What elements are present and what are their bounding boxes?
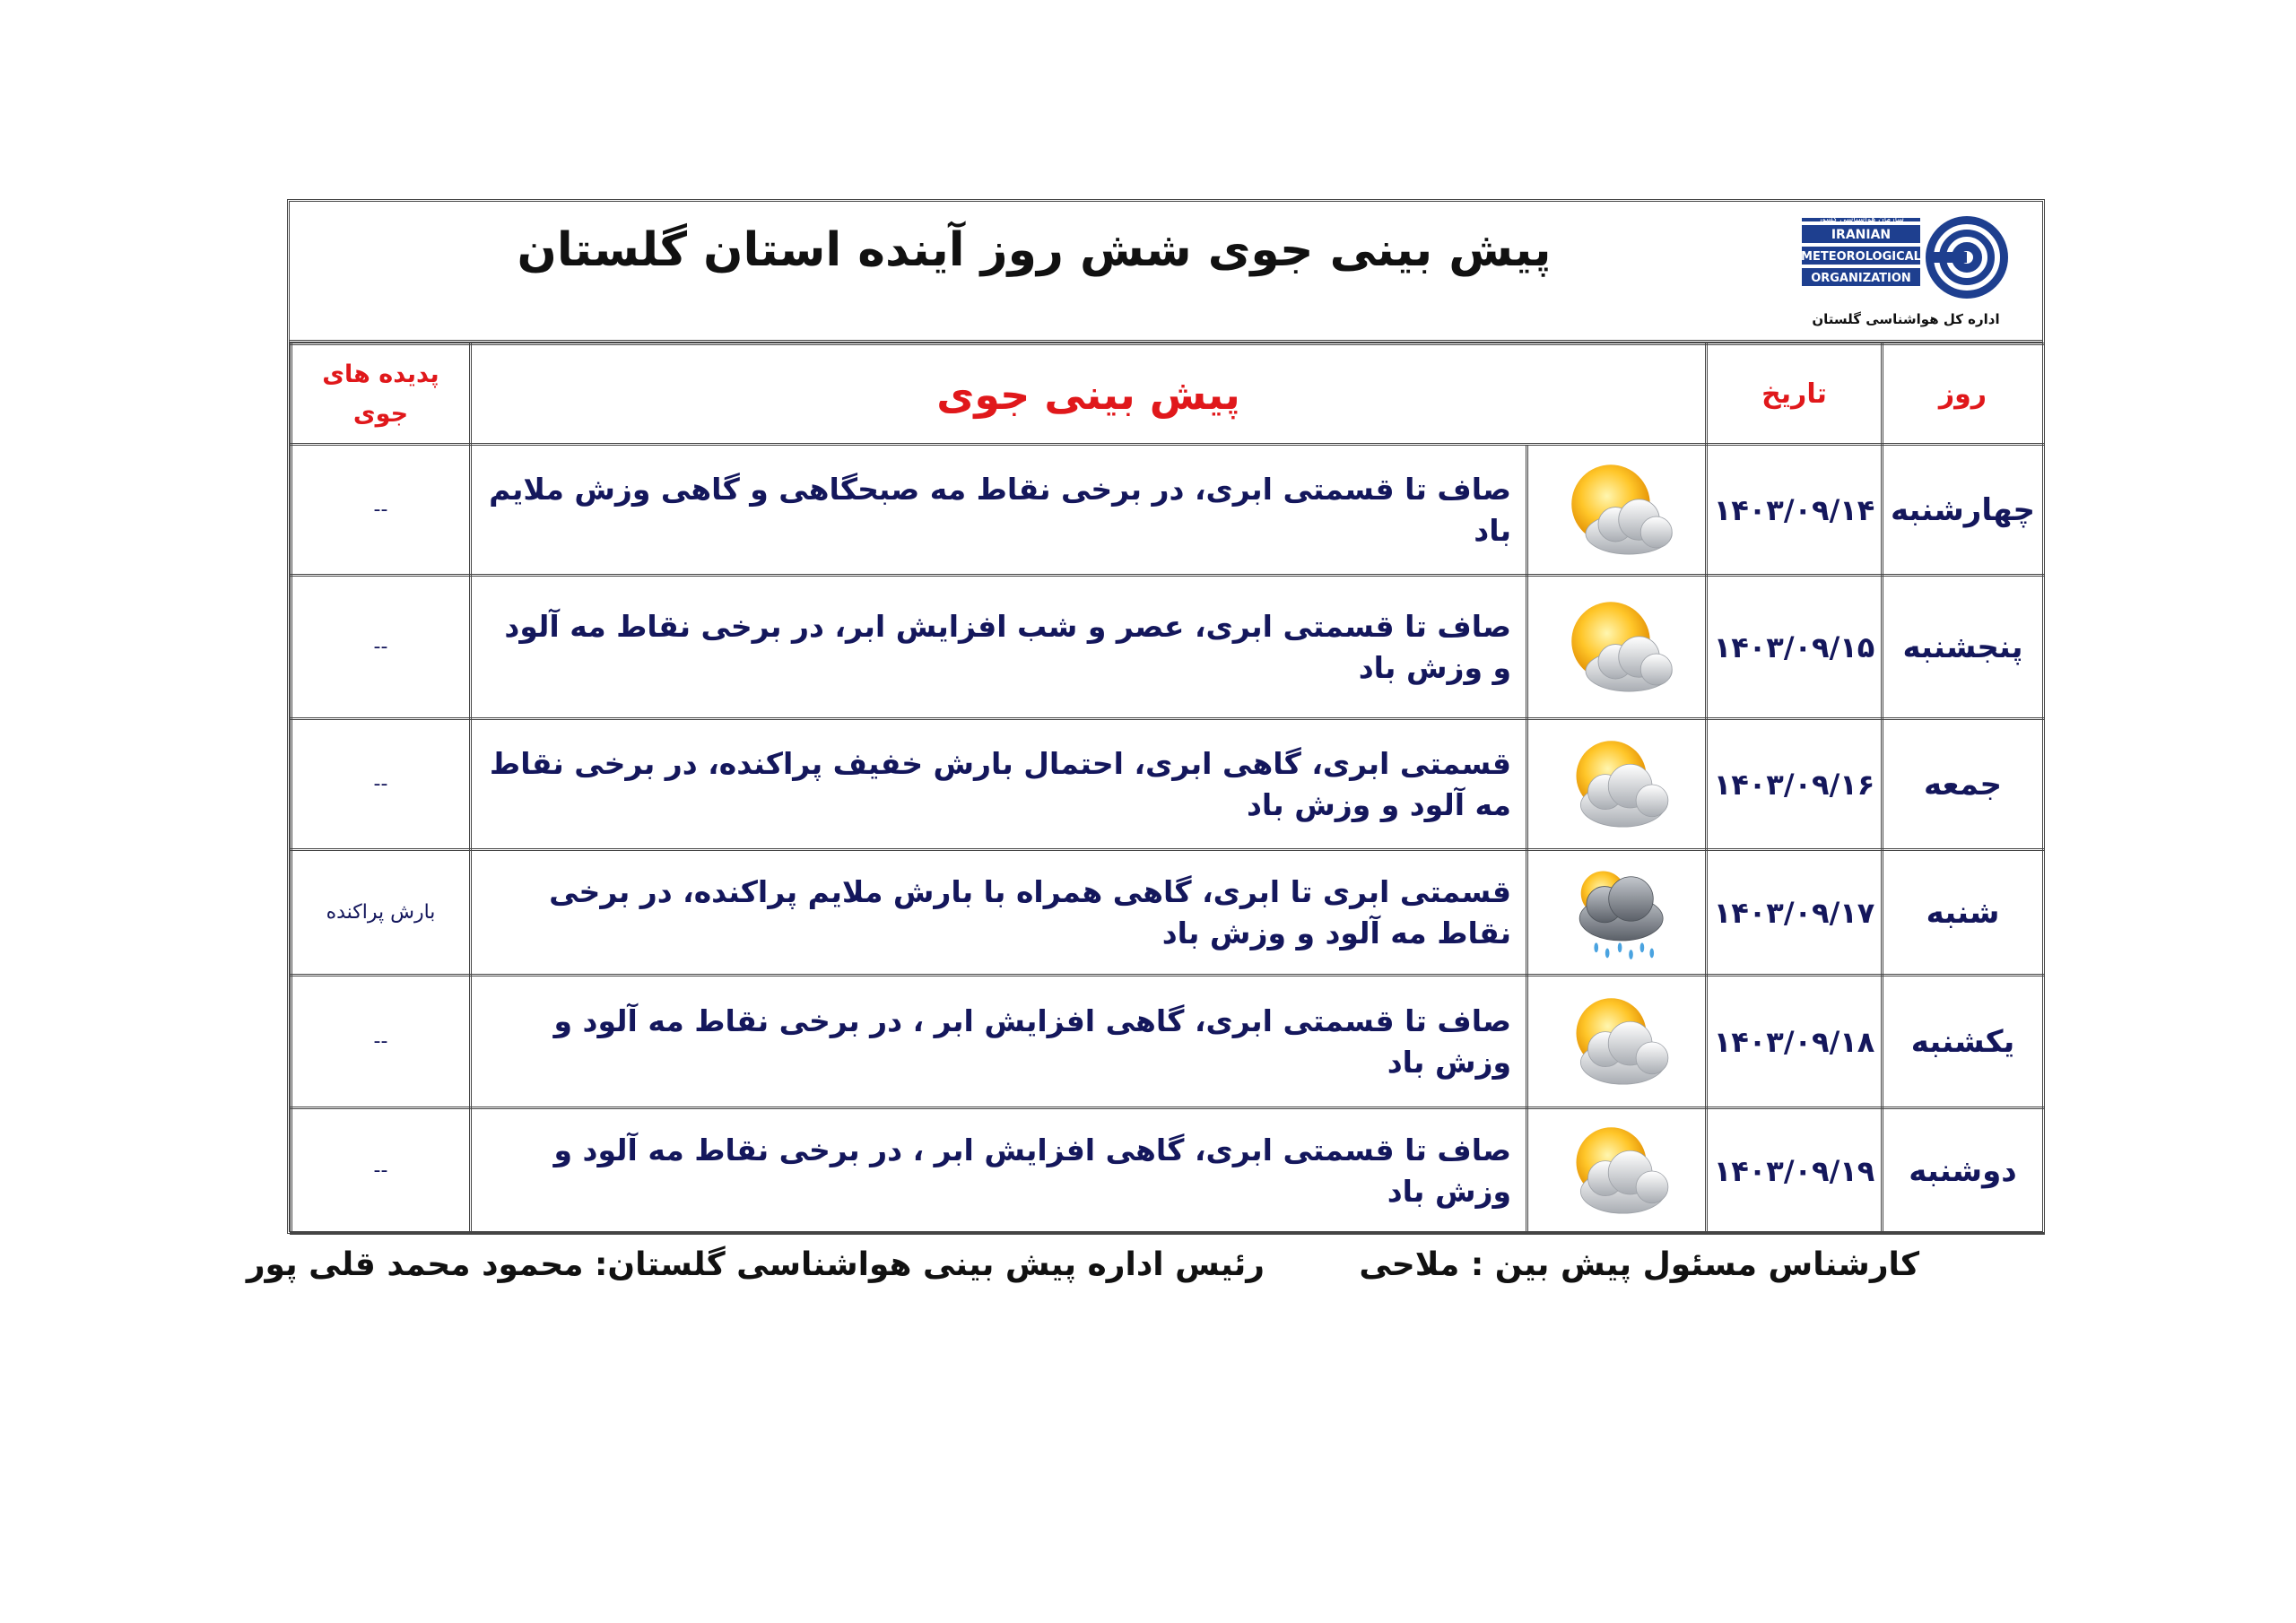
phenomena-cell: -- [291,445,471,576]
day-cell: یکشنبه [1883,976,2044,1108]
meteorological-organization-logo-icon [1798,211,2013,308]
logo-line-iranian: IRANIAN [1831,228,1892,242]
forecast-cell: صاف تا قسمتی ابری، گاهی افزایش ابر ، در برخی نقاط مه آلود و وزش باد [471,1108,1527,1234]
header-phenomena-line2: جوی [352,399,409,428]
weather-icon-cell [1527,1108,1707,1234]
table-header-row [291,344,2044,445]
forecast-cell: قسمتی ابری تا ابری، گاهی همراه با بارش ملایم پراکنده، در برخی نقاط مه آلود و وزش باد [471,850,1527,976]
weather-icon-cell [1527,976,1707,1108]
forecast-sheet [287,199,2045,1234]
forecast-cell: صاف تا قسمتی ابری، در برخی نقاط مه صبحگاهی و گاهی وزش ملایم باد [471,445,1527,576]
day-cell: دوشنبه [1883,1108,2044,1234]
date-cell: ۱۴۰۳/۰۹/۱۸ [1707,976,1883,1108]
partly-cloudy-sun-icon [1554,454,1680,567]
logo-line-meteorological: METEOROLOGICAL [1801,250,1921,264]
phenomena-cell: -- [291,1108,471,1234]
header-phenomena-line1: پدیده های [322,360,439,388]
logo-line-organization: ORGANIZATION [1811,272,1911,285]
logo-persian-org-text: سازمان هواشناسی کشور [1818,215,1904,224]
header-forecast: پیش بینی جوی [471,344,1707,445]
table-row [291,850,2044,976]
forecast-cell: قسمتی ابری، گاهی ابری، احتمال بارش خفیف پراکنده، در برخی نقاط مه آلود و وزش باد [471,719,1527,850]
table-row [291,976,2044,1108]
date-cell: ۱۴۰۳/۰۹/۱۵ [1707,576,1883,719]
phenomena-cell: بارش پراکنده [291,850,471,976]
date-cell: ۱۴۰۳/۰۹/۱۴ [1707,445,1883,576]
weather-icon-cell [1527,719,1707,850]
weather-icon-cell [1527,850,1707,976]
day-cell: جمعه [1883,719,2044,850]
forecast-table [290,343,2045,1235]
forecast-cell: صاف تا قسمتی ابری، گاهی افزایش ابر ، در برخی نقاط مه آلود و وزش باد [471,976,1527,1108]
header-phenomena [291,344,471,445]
day-cell: چهارشنبه [1883,445,2044,576]
partly-cloudy-sun-icon [1554,591,1680,704]
phenomena-cell: -- [291,719,471,850]
phenomena-cell: -- [291,576,471,719]
footer-head: رئیس اداره پیش بینی هواشناسی گلستان: محمود محمد قلی پور [246,1246,1265,1283]
date-cell: ۱۴۰۳/۰۹/۱۶ [1707,719,1883,850]
day-cell: شنبه [1883,850,2044,976]
logo-caption: اداره کل هواشناسی گلستان [1812,311,2000,327]
date-cell: ۱۴۰۳/۰۹/۱۷ [1707,850,1883,976]
organization-logo [1798,211,2013,327]
table-row [291,719,2044,850]
date-cell: ۱۴۰۳/۰۹/۱۹ [1707,1108,1883,1234]
cloudy-sun-icon [1559,1118,1675,1224]
phenomena-cell: -- [291,976,471,1108]
header-date: تاریخ [1707,344,1883,445]
cloudy-sun-icon [1559,989,1675,1095]
rain-cloud-sun-icon [1561,862,1673,964]
table-row [291,576,2044,719]
weather-icon-cell [1527,445,1707,576]
day-cell: پنجشنبه [1883,576,2044,719]
page-title: پیش بینی جوی شش روز آینده استان گلستان [517,223,1552,277]
cloudy-sun-icon [1559,732,1675,838]
weather-icon-cell [1527,576,1707,719]
sheet-header [290,202,2042,343]
footer-forecaster: کارشناس مسئول پیش بین : ملاحی [1359,1246,1919,1283]
header-day: روز [1883,344,2044,445]
table-row [291,445,2044,576]
forecast-cell: صاف تا قسمتی ابری، عصر و شب افزایش ابر، در برخی نقاط مه آلود و وزش باد [471,576,1527,719]
table-row [291,1108,2044,1234]
